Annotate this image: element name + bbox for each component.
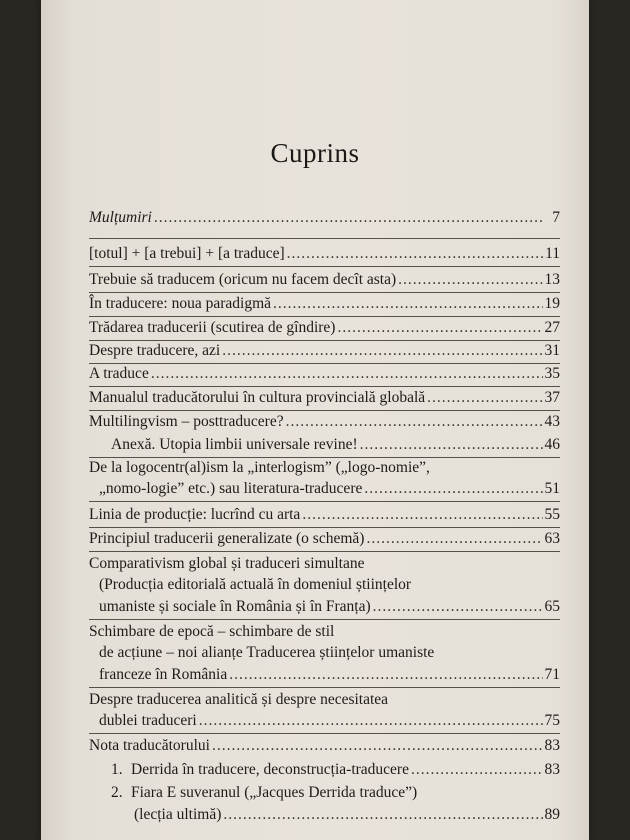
toc-subentry <box>111 760 560 780</box>
toc-entry-title-continued: de acțiune – noi alianțe Traducerea științelor umaniste <box>99 644 435 661</box>
toc-entry-title-continued: franceze în România <box>99 666 228 683</box>
toc-page-number: 71 <box>544 666 560 683</box>
toc-entry-line <box>89 690 560 710</box>
toc-entry-title: Manualul traducătorului în cultura provincială globală <box>89 389 426 406</box>
toc-entry <box>89 294 560 314</box>
toc-entry-title: Derrida în traducere, deconstrucția-traducere <box>131 761 409 778</box>
toc-entry <box>89 341 560 361</box>
toc-leader <box>199 711 543 731</box>
toc-entry-line <box>99 643 560 663</box>
toc-subentry-number: 1. <box>111 761 123 778</box>
toc-page-number: 31 <box>544 342 560 359</box>
toc-entry <box>99 665 560 685</box>
toc-leader <box>337 318 542 338</box>
divider <box>89 238 560 239</box>
toc-page-number: 65 <box>544 598 560 615</box>
divider <box>89 619 560 620</box>
toc-entry-title: Principiul traducerii generalizate (o schemă) <box>89 530 365 547</box>
toc-page-number: 51 <box>544 480 560 497</box>
toc-entry-title: Trebuie să traducem (oricum nu facem decît asta) <box>89 271 397 288</box>
toc-entry <box>89 736 560 756</box>
toc-entry <box>99 711 560 731</box>
toc-entry-title-continued: umaniste și sociale în România și în Franța) <box>99 598 371 615</box>
toc-entry-title-continued: dublei traduceri <box>99 712 197 729</box>
divider <box>89 292 560 293</box>
toc-entry-title: A traduce <box>89 365 149 382</box>
toc-entry <box>89 505 560 525</box>
toc-leader <box>411 760 543 780</box>
toc-entry <box>89 364 560 384</box>
toc-leader <box>360 435 543 455</box>
toc-entry-line <box>89 458 560 478</box>
toc-entry <box>89 388 560 408</box>
toc-entry-title: Linia de producție: lucrînd cu arta <box>89 506 301 523</box>
toc-page-number: 19 <box>544 295 560 312</box>
toc-page-number: 63 <box>544 530 560 547</box>
toc-subentry <box>111 435 560 455</box>
toc-entry-title: Trădarea traducerii (scutirea de gîndire) <box>89 319 336 336</box>
table-of-contents <box>89 0 560 840</box>
toc-entry <box>89 412 560 432</box>
toc-leader <box>273 294 542 314</box>
toc-entry-title: Anexă. Utopia limbii universale revine! <box>111 436 358 453</box>
toc-leader <box>286 412 543 432</box>
toc-entry <box>89 270 560 290</box>
toc-leader <box>366 529 542 549</box>
divider <box>89 527 560 528</box>
toc-page-number: 83 <box>544 737 560 754</box>
toc-entry-title: Mulțumiri <box>89 209 152 226</box>
toc-entry-title: De la logocentr(al)ism la „interlogism” („logo-nomie”, <box>89 459 430 476</box>
toc-subentry-line <box>111 783 560 803</box>
toc-entry-title: Multilingvism – posttraducere? <box>89 413 284 430</box>
toc-page-number: 35 <box>544 365 560 382</box>
toc-leader <box>151 364 543 384</box>
toc-page-number: 43 <box>544 413 560 430</box>
toc-page-number: 55 <box>544 506 560 523</box>
toc-leader <box>364 479 542 499</box>
toc-leader <box>302 505 542 525</box>
toc-page-number: 83 <box>544 761 560 778</box>
toc-entry-title-continued: „nomo-logie” etc.) sau literatura-traducere <box>99 480 363 497</box>
divider <box>89 551 560 552</box>
toc-leader <box>229 665 542 685</box>
toc-entry-line <box>89 622 560 642</box>
toc-leader <box>223 805 542 825</box>
toc-leader <box>398 270 542 290</box>
divider <box>89 316 560 317</box>
divider <box>89 733 560 734</box>
toc-entry-title: Despre traducerea analitică și despre necesitatea <box>89 691 389 708</box>
toc-page-number: 46 <box>544 436 560 453</box>
toc-entry <box>89 529 560 549</box>
toc-entry-title: Despre traducere, azi <box>89 342 221 359</box>
toc-entry <box>89 208 560 228</box>
toc-leader <box>427 388 542 408</box>
divider <box>89 410 560 411</box>
toc-entry-title: Comparativism global și traduceri simultane <box>89 555 365 572</box>
toc-entry <box>99 597 560 617</box>
toc-subentry <box>134 805 560 825</box>
toc-page-number: 7 <box>552 209 560 226</box>
toc-leader <box>212 736 543 756</box>
toc-subentry-number: 2. <box>111 784 123 801</box>
toc-entry-title: [totul] + [a trebui] + [a traduce] <box>89 245 285 262</box>
toc-entry-title-continued: (Producția editorială actuală în domeniul științelor <box>99 576 412 593</box>
toc-page-number: 37 <box>544 389 560 406</box>
toc-entry-title-continued: (lecția ultimă) <box>134 806 222 823</box>
toc-page-number: 27 <box>544 319 560 336</box>
divider <box>89 386 560 387</box>
toc-entry-title: În traducere: noua paradigmă <box>89 295 272 312</box>
toc-page-number: 13 <box>544 271 560 288</box>
toc-page-number: 75 <box>544 712 560 729</box>
toc-entry-line <box>89 554 560 574</box>
toc-entry <box>89 244 560 264</box>
toc-entry <box>89 318 560 338</box>
toc-page-number: 11 <box>545 245 560 262</box>
divider <box>89 687 560 688</box>
page-title: Cuprins <box>270 138 360 168</box>
book-page <box>41 0 589 840</box>
toc-leader <box>154 208 544 228</box>
toc-leader <box>287 244 543 264</box>
toc-entry <box>99 479 560 499</box>
toc-page-number: 89 <box>544 806 560 823</box>
divider <box>89 501 560 502</box>
divider <box>89 266 560 267</box>
toc-entry-title: Schimbare de epocă – schimbare de stil <box>89 623 335 640</box>
toc-entry-line <box>99 575 560 595</box>
toc-leader <box>373 597 543 617</box>
toc-leader <box>222 341 542 361</box>
toc-entry-title: Nota traducătorului <box>89 737 210 754</box>
toc-entry-title: Fiara E suveranul („Jacques Derrida traduce”) <box>131 784 418 801</box>
